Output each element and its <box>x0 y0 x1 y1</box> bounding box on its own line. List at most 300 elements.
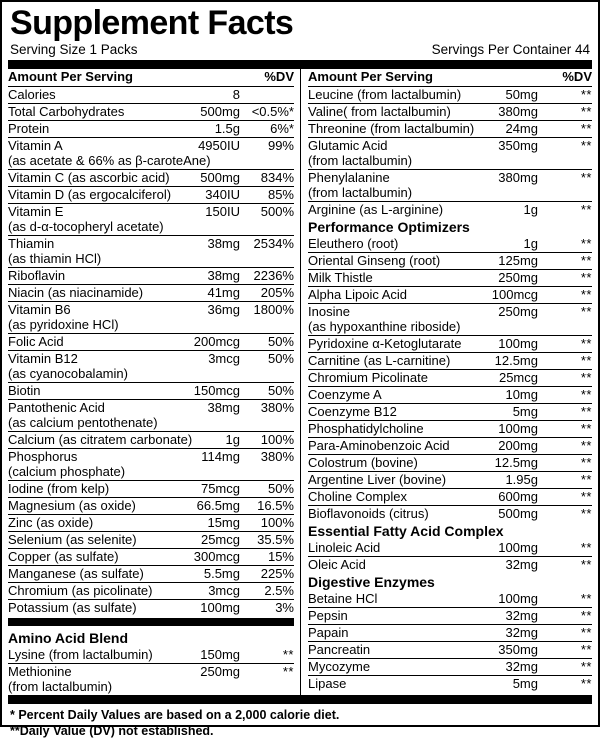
nutrient-amount: 5mg <box>466 404 538 421</box>
nutrient-row <box>308 121 592 138</box>
nutrient-name: Lipase <box>308 676 347 691</box>
nutrient-name: Oriental Ginseng (root) <box>308 253 466 270</box>
nutrient-name: Thiamin <box>8 236 55 251</box>
nutrient-amount <box>168 465 240 481</box>
serving-size: Serving Size 1 Packs <box>10 42 138 57</box>
nutrient-name: Zinc (as oxide) <box>8 515 168 532</box>
nutrient-daily-value: 100% <box>240 432 294 449</box>
section-heading-row <box>308 522 592 540</box>
nutrient-row <box>308 236 592 253</box>
nutrient-daily-value: ** <box>538 489 592 506</box>
nutrient-daily-value: 100% <box>240 515 294 532</box>
nutrient-amount: 200mg <box>466 438 538 455</box>
nutrient-name: Magnesium (as oxide) <box>8 498 168 515</box>
nutrient-name: Papain <box>308 625 466 642</box>
nutrient-amount: 1g <box>466 236 538 253</box>
nutrient-row <box>308 438 592 455</box>
nutrient-amount: 25mcg <box>466 370 538 387</box>
nutrient-row <box>8 680 294 695</box>
nutrient-row <box>8 400 294 417</box>
nutrient-daily-value: ** <box>580 202 592 217</box>
left-column-header <box>8 69 294 87</box>
nutrient-name: Vitamin B12 <box>8 351 78 366</box>
nutrient-amount: 32mg <box>466 625 538 642</box>
nutrient-daily-value <box>240 252 294 268</box>
nutrient-row <box>308 353 592 370</box>
nutrient-daily-value: ** <box>282 664 294 679</box>
nutrient-amount: 100mg <box>466 540 538 557</box>
nutrient-amount <box>168 318 240 334</box>
nutrient-name: Chromium (as picolinate) <box>8 583 168 600</box>
nutrient-name: Pyridoxine α-Ketoglutarate <box>308 336 466 353</box>
nutrient-amount: 500mg <box>168 170 240 187</box>
nutrient-name: Vitamin D (as ergocalciferol) <box>8 187 172 202</box>
section-heading: Digestive Enzymes <box>308 574 435 590</box>
nutrient-daily-value <box>538 186 592 202</box>
nutrient-name: Vitamin C (as ascorbic acid) <box>8 170 170 185</box>
nutrient-row <box>308 642 592 659</box>
nutrient-amount: 32mg <box>466 608 538 625</box>
nutrient-row <box>8 481 294 498</box>
nutrient-amount: 125mg <box>466 253 538 270</box>
section-heading: Amino Acid Blend <box>8 630 129 646</box>
nutrient-row <box>8 170 294 187</box>
nutrient-daily-value: 85% <box>240 187 294 204</box>
nutrient-daily-value: 225% <box>240 566 294 583</box>
nutrient-daily-value <box>240 87 294 104</box>
nutrient-row <box>8 515 294 532</box>
right-column-header <box>308 69 592 87</box>
nutrient-daily-value: ** <box>538 591 592 608</box>
nutrient-name: Vitamin A <box>8 138 63 153</box>
nutrient-amount: 350mg <box>466 642 538 659</box>
nutrient-daily-value: <0.5%* <box>240 104 294 121</box>
nutrient-daily-value: ** <box>538 642 592 659</box>
nutrient-amount: 12.5mg <box>466 455 538 472</box>
footnote-line: * Percent Daily Values are based on a 2,000 calorie diet. <box>10 708 340 722</box>
facts-columns <box>8 69 592 695</box>
nutrient-name: (from lactalbumin) <box>308 154 466 170</box>
nutrient-amount: 3mcg <box>208 351 240 366</box>
right-amount-header: Amount Per Serving <box>308 69 466 87</box>
nutrient-amount: 100mg <box>466 336 538 353</box>
nutrient-row <box>308 625 592 642</box>
nutrient-daily-value: ** <box>538 540 592 557</box>
nutrient-row <box>308 455 592 472</box>
nutrient-amount: 350mg <box>498 138 538 153</box>
nutrient-daily-value: ** <box>538 336 592 353</box>
nutrient-row <box>8 647 294 664</box>
divider-bar <box>8 618 294 626</box>
nutrient-amount <box>168 220 240 236</box>
nutrient-amount: 380mg <box>498 170 538 185</box>
nutrient-daily-value <box>538 154 592 170</box>
nutrient-row <box>308 676 592 693</box>
nutrient-row <box>8 664 294 681</box>
right-column <box>300 69 592 695</box>
nutrient-row <box>8 252 294 268</box>
nutrient-amount <box>168 367 240 383</box>
nutrient-row <box>8 566 294 583</box>
nutrient-name: Glutamic Acid <box>308 138 388 153</box>
nutrient-name: Total Carbohydrates <box>8 104 168 121</box>
nutrient-daily-value <box>240 367 294 383</box>
nutrient-amount: 250mg <box>466 270 538 287</box>
nutrient-name: Colostrum (bovine) <box>308 455 466 472</box>
nutrient-amount: 38mg <box>207 400 240 415</box>
nutrient-row <box>8 465 294 481</box>
nutrient-daily-value: ** <box>538 455 592 472</box>
serving-info <box>2 42 598 60</box>
nutrient-row <box>8 220 294 236</box>
nutrient-amount <box>466 154 538 170</box>
nutrient-row <box>8 154 294 170</box>
nutrient-amount: 66.5mg <box>168 498 240 515</box>
nutrient-row <box>8 285 294 302</box>
nutrient-daily-value: 35.5% <box>240 532 294 549</box>
header-divider-bar <box>8 60 592 69</box>
nutrient-row <box>308 87 592 104</box>
nutrient-row <box>308 506 592 523</box>
nutrient-amount: 340IU <box>168 187 240 204</box>
nutrient-amount: 38mg <box>207 236 240 251</box>
nutrient-row <box>8 432 294 449</box>
nutrient-row <box>8 187 294 204</box>
nutrient-name: Inosine <box>308 304 350 319</box>
nutrient-amount: 4950IU <box>198 138 240 153</box>
nutrient-name: Vitamin E <box>8 204 64 219</box>
nutrient-amount: 600mg <box>466 489 538 506</box>
nutrient-amount <box>466 186 538 202</box>
nutrient-name: (calcium phosphate) <box>8 465 168 481</box>
nutrient-name: Valine( from lactalbumin) <box>308 104 466 121</box>
nutrient-daily-value: 2.5% <box>240 583 294 600</box>
nutrient-row <box>308 387 592 404</box>
nutrient-daily-value <box>240 154 294 170</box>
nutrient-name: Phosphatidylcholine <box>308 421 466 438</box>
nutrient-daily-value: 50% <box>240 481 294 498</box>
nutrient-daily-value: ** <box>538 287 592 304</box>
nutrient-name: Arginine (as L-arginine) <box>308 202 444 217</box>
nutrient-name: Potassium (as sulfate) <box>8 600 137 615</box>
nutrient-name: Pancreatin <box>308 642 466 659</box>
nutrient-row <box>308 404 592 421</box>
nutrient-name: Riboflavin <box>8 268 168 285</box>
nutrient-name: Eleuthero (root) <box>308 236 466 253</box>
nutrient-name: Folic Acid <box>8 334 168 351</box>
nutrient-daily-value: 2534% <box>253 236 294 251</box>
nutrient-amount: 380mg <box>466 104 538 121</box>
nutrient-amount: 150IU <box>205 204 240 219</box>
nutrient-amount: 150mg <box>168 647 240 664</box>
nutrient-name: Argentine Liver (bovine) <box>308 472 466 489</box>
nutrient-daily-value: ** <box>580 304 592 319</box>
nutrient-name: Oleic Acid <box>308 557 366 572</box>
nutrient-name: (as cyanocobalamin) <box>8 367 168 383</box>
nutrient-name: Calcium (as citratem carbonate) <box>8 432 193 447</box>
section-heading-row <box>308 218 592 236</box>
right-rows-body <box>308 87 592 693</box>
nutrient-name: (as pyridoxine HCl) <box>8 318 168 334</box>
nutrient-row <box>308 472 592 489</box>
nutrient-amount: 24mg <box>466 121 538 138</box>
nutrient-daily-value: 1800% <box>253 302 294 317</box>
nutrient-daily-value: ** <box>538 472 592 489</box>
nutrient-daily-value: 6%* <box>240 121 294 138</box>
nutrient-name: Biotin <box>8 383 168 400</box>
left-rows-body <box>8 87 294 696</box>
nutrient-row <box>8 498 294 515</box>
nutrient-name: (as calcium pentothenate) <box>8 416 168 432</box>
nutrient-row <box>308 421 592 438</box>
nutrient-row <box>8 204 294 221</box>
nutrient-daily-value: 2236% <box>240 268 294 285</box>
nutrient-daily-value: 99% <box>267 138 294 153</box>
nutrient-name: (as acetate & 66% as β-caroteAne) <box>8 153 211 168</box>
nutrient-daily-value <box>538 320 592 336</box>
section-heading: Performance Optimizers <box>308 219 470 235</box>
nutrient-name: Alpha Lipoic Acid <box>308 287 466 304</box>
nutrient-row <box>8 334 294 351</box>
nutrient-row <box>8 87 294 104</box>
nutrient-name: Carnitine (as L-carnitine) <box>308 353 466 370</box>
nutrient-name: Calories <box>8 87 168 104</box>
nutrient-row <box>308 287 592 304</box>
nutrient-daily-value: ** <box>538 659 592 676</box>
page-title: Supplement Facts <box>10 4 294 42</box>
nutrient-daily-value: ** <box>240 647 294 664</box>
nutrient-amount: 25mcg <box>168 532 240 549</box>
nutrient-daily-value: ** <box>538 104 592 121</box>
nutrient-amount: 150mcg <box>168 383 240 400</box>
nutrient-name: Coenzyme A <box>308 387 466 404</box>
nutrient-daily-value: 50% <box>240 383 294 400</box>
nutrient-row <box>8 104 294 121</box>
left-column <box>8 69 300 695</box>
nutrient-amount: 5mg <box>512 676 538 691</box>
footnote-divider-bar <box>8 695 592 704</box>
nutrient-daily-value: 50% <box>240 334 294 351</box>
nutrient-daily-value: ** <box>538 404 592 421</box>
nutrient-row <box>8 236 294 253</box>
nutrient-row <box>308 659 592 676</box>
nutrient-row <box>8 449 294 466</box>
nutrient-name: Copper (as sulfate) <box>8 549 168 566</box>
right-amount-spacer <box>466 69 538 87</box>
nutrient-row <box>308 186 592 202</box>
nutrient-amount: 100mcg <box>466 287 538 304</box>
nutrient-name: Phosphorus <box>8 449 78 464</box>
nutrient-name: Leucine (from lactalbumin) <box>308 87 466 104</box>
nutrient-row <box>308 320 592 336</box>
nutrient-name: Bioflavonoids (citrus) <box>308 506 429 521</box>
nutrient-row <box>8 268 294 285</box>
nutrient-name: Threonine (from lactalbumin) <box>308 121 475 136</box>
nutrient-daily-value: ** <box>538 236 592 253</box>
left-amount-header: Amount Per Serving <box>8 69 168 87</box>
nutrient-daily-value: 3% <box>275 600 294 615</box>
nutrient-name: Coenzyme B12 <box>308 404 466 421</box>
nutrient-amount: 38mg <box>168 268 240 285</box>
nutrient-name: Lysine (from lactalbumin) <box>8 647 168 664</box>
nutrient-name: Selenium (as selenite) <box>8 532 168 549</box>
nutrient-amount: 75mcg <box>168 481 240 498</box>
nutrient-row <box>8 383 294 400</box>
nutrient-row <box>8 367 294 383</box>
nutrient-row <box>308 557 592 574</box>
nutrient-row <box>8 532 294 549</box>
nutrient-daily-value: 834% <box>240 170 294 187</box>
nutrient-amount: 41mg <box>168 285 240 302</box>
nutrient-name: Protein <box>8 121 168 138</box>
nutrient-row <box>8 121 294 138</box>
nutrient-name: Phenylalanine <box>308 170 390 185</box>
nutrient-name: (as hypoxanthine riboside) <box>308 320 466 336</box>
nutrient-daily-value: 380% <box>260 400 294 415</box>
nutrient-name: Pepsin <box>308 608 466 625</box>
nutrient-daily-value: 205% <box>240 285 294 302</box>
left-amount-spacer <box>168 69 240 87</box>
nutrient-row <box>308 591 592 608</box>
nutrient-daily-value: ** <box>538 87 592 104</box>
nutrient-daily-value: ** <box>538 370 592 387</box>
nutrient-amount <box>168 680 240 695</box>
nutrient-name: (from lactalbumin) <box>8 679 113 694</box>
nutrient-amount: 100mg <box>466 591 538 608</box>
nutrient-row <box>308 270 592 287</box>
nutrient-name: Iodine (from kelp) <box>8 481 168 498</box>
nutrient-row <box>8 549 294 566</box>
nutrient-name: Niacin (as niacinamide) <box>8 285 168 302</box>
nutrient-daily-value: ** <box>580 170 592 185</box>
footnotes <box>2 704 598 739</box>
nutrient-name: Vitamin B6 <box>8 302 71 317</box>
nutrient-name: Para-Aminobenzoic Acid <box>308 438 466 455</box>
nutrient-daily-value: 500% <box>260 204 294 219</box>
left-facts-table <box>8 69 294 695</box>
nutrient-daily-value <box>240 680 294 695</box>
section-divider-bar <box>8 616 294 629</box>
nutrient-name: (as thiamin HCl) <box>8 252 168 268</box>
nutrient-daily-value: ** <box>538 608 592 625</box>
nutrient-name: Manganese (as sulfate) <box>8 566 168 583</box>
nutrient-daily-value: ** <box>538 270 592 287</box>
nutrient-daily-value: ** <box>538 625 592 642</box>
nutrient-name: Mycozyme <box>308 659 466 676</box>
nutrient-amount: 250mg <box>200 664 240 679</box>
right-dv-header: %DV <box>538 69 592 87</box>
nutrient-amount: 500mg <box>168 104 240 121</box>
nutrient-daily-value: ** <box>538 387 592 404</box>
nutrient-daily-value: ** <box>580 138 592 153</box>
nutrient-amount: 32mg <box>466 659 538 676</box>
nutrient-amount: 36mg <box>207 302 240 317</box>
nutrient-daily-value <box>240 416 294 432</box>
nutrient-amount: 100mg <box>466 421 538 438</box>
nutrient-row <box>8 318 294 334</box>
nutrient-amount: 114mg <box>201 449 240 464</box>
nutrient-name: Linoleic Acid <box>308 540 466 557</box>
nutrient-daily-value: ** <box>538 438 592 455</box>
nutrient-amount: 10mg <box>466 387 538 404</box>
nutrient-amount: 300mcg <box>168 549 240 566</box>
nutrient-amount: 32mg <box>505 557 538 572</box>
nutrient-daily-value: 50% <box>267 351 294 366</box>
nutrient-name: Choline Complex <box>308 489 466 506</box>
nutrient-amount: 1.95g <box>466 472 538 489</box>
nutrient-daily-value: 16.5% <box>240 498 294 515</box>
section-heading-row <box>308 573 592 591</box>
nutrient-amount: 100mg <box>200 600 240 615</box>
nutrient-row <box>308 336 592 353</box>
nutrient-daily-value: 15% <box>240 549 294 566</box>
footnote-line: **Daily Value (DV) not established. <box>10 724 214 738</box>
nutrient-row <box>8 302 294 319</box>
nutrient-row <box>308 138 592 155</box>
nutrient-row <box>308 154 592 170</box>
section-heading: Essential Fatty Acid Complex <box>308 523 504 539</box>
nutrient-daily-value: ** <box>580 676 592 691</box>
nutrient-name: Pantothenic Acid <box>8 400 105 415</box>
nutrient-amount: 5.5mg <box>168 566 240 583</box>
nutrient-daily-value: ** <box>538 253 592 270</box>
nutrient-name: (from lactalbumin) <box>308 186 466 202</box>
nutrient-daily-value: ** <box>580 506 592 521</box>
nutrient-row <box>308 370 592 387</box>
nutrient-row <box>8 583 294 600</box>
nutrient-row <box>308 540 592 557</box>
left-dv-header: %DV <box>240 69 294 87</box>
nutrient-name: Betaine HCl <box>308 591 466 608</box>
nutrient-daily-value <box>240 318 294 334</box>
nutrient-amount: 1g <box>523 202 538 217</box>
nutrient-amount <box>168 416 240 432</box>
nutrient-row <box>308 104 592 121</box>
nutrient-amount: 8 <box>168 87 240 104</box>
nutrient-daily-value <box>240 220 294 236</box>
nutrient-row <box>308 202 592 219</box>
nutrient-amount: 250mg <box>498 304 538 319</box>
nutrient-amount: 15mg <box>168 515 240 532</box>
nutrient-name: Milk Thistle <box>308 270 466 287</box>
nutrient-name: Methionine <box>8 664 72 679</box>
servings-per-container: Servings Per Container 44 <box>431 42 590 57</box>
nutrient-daily-value: ** <box>538 121 592 138</box>
nutrient-name: Chromium Picolinate <box>308 370 466 387</box>
nutrient-amount: 200mcg <box>168 334 240 351</box>
nutrient-row <box>8 600 294 617</box>
right-facts-table <box>308 69 592 692</box>
nutrient-amount: 12.5mg <box>466 353 538 370</box>
nutrient-amount: 50mg <box>466 87 538 104</box>
nutrient-daily-value: ** <box>538 421 592 438</box>
nutrient-name: (as d-α-tocopheryl acetate) <box>8 220 168 236</box>
nutrient-amount <box>168 252 240 268</box>
nutrient-row <box>308 489 592 506</box>
nutrient-amount: 3mcg <box>168 583 240 600</box>
nutrient-amount: 500mg <box>498 506 538 521</box>
nutrient-daily-value: ** <box>538 353 592 370</box>
nutrient-row <box>8 416 294 432</box>
nutrient-row <box>8 138 294 155</box>
nutrient-row <box>308 253 592 270</box>
nutrient-daily-value: ** <box>580 557 592 572</box>
nutrient-daily-value <box>240 465 294 481</box>
nutrient-row <box>8 351 294 368</box>
nutrient-amount: 1.5g <box>168 121 240 138</box>
nutrient-row <box>308 170 592 187</box>
nutrient-amount: 1g <box>168 432 240 449</box>
